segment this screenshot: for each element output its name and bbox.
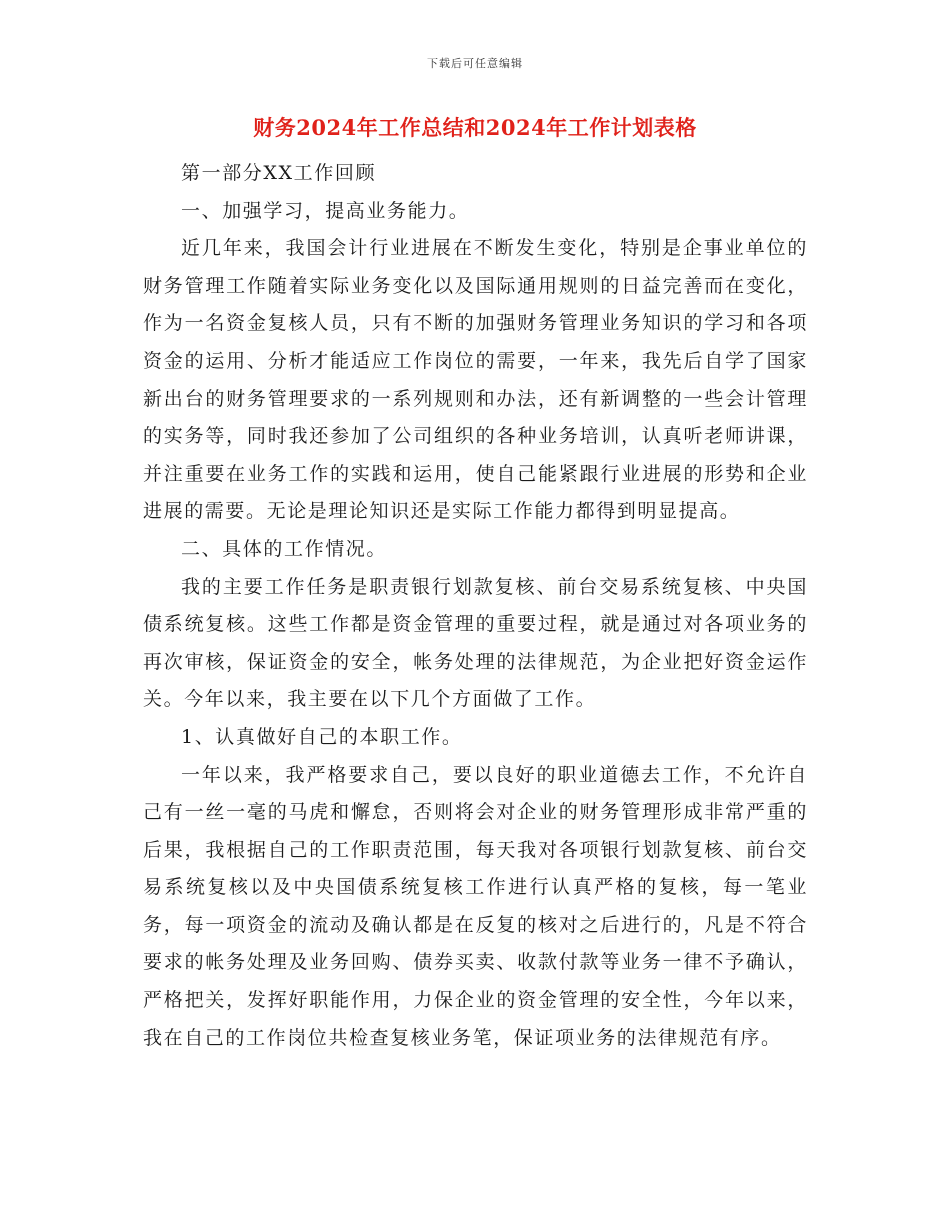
paragraph-section-heading: 第一部分XX工作回顾	[181, 162, 377, 184]
paragraph-heading-2: 二、具体的工作情况。	[181, 537, 388, 560]
download-note: 下载后可任意编辑	[427, 57, 523, 70]
document-body	[143, 155, 808, 1057]
paragraph-heading-1: 一、加强学习，提高业务能力。	[181, 199, 470, 222]
paragraph-subheading-1: 1、认真做好自己的本职工作。	[181, 725, 463, 748]
document-title: 财务2024年工作总结和2024年工作计划表格	[253, 115, 697, 140]
paragraph-work-tasks: 我的主要工作任务是职责银行划款复核、前台交易系统复核、中央国债系统复核。这些工作都是资金管理的重要过程，就是通过对各项业务的再次审核，保证资金的安全，帐务处理的法律规范，为企业把好资金运作关。今年以来，我主要在以下几个方面做了工作。	[143, 575, 808, 711]
paragraph-duties: 一年以来，我严格要求自己，要以良好的职业道德去工作，不允许自己有一丝一毫的马虎和懈怠，否则将会对企业的财务管理形成非常严重的后果，我根据自己的工作职责范围，每天我对各项银行划款复核、前台交易系统复核以及中央国债系统复核工作进行认真严格的复核，每一笔业务，每一项资金的流动及确认都是在反复的核对之后进行的，凡是不符合要求的帐务处理及业务回购、债券买卖、收款付款等业务一律不予确认，严格把关，发挥好职能作用，力保企业的资金管理的安全性，今年以来，我在自己的工作岗位共检查复核业务笔，保证项业务的法律规范有序。	[143, 763, 808, 1049]
paragraph-study: 近几年来，我国会计行业进展在不断发生变化，特别是企事业单位的财务管理工作随着实际业务变化以及国际通用规则的日益完善而在变化，作为一名资金复核人员，只有不断的加强财务管理业务知识的学习和各项资金的运用、分析才能适应工作岗位的需要，一年来，我先后自学了国家新出台的财务管理要求的一系列规则和办法，还有新调整的一些会计管理的实务等，同时我还参加了公司组织的各种业务培训，认真听老师讲课，并注重要在业务工作的实践和运用，使自己能紧跟行业进展的形势和企业进展的需要。无论是理论知识还是实际工作能力都得到明显提高。	[143, 237, 808, 523]
